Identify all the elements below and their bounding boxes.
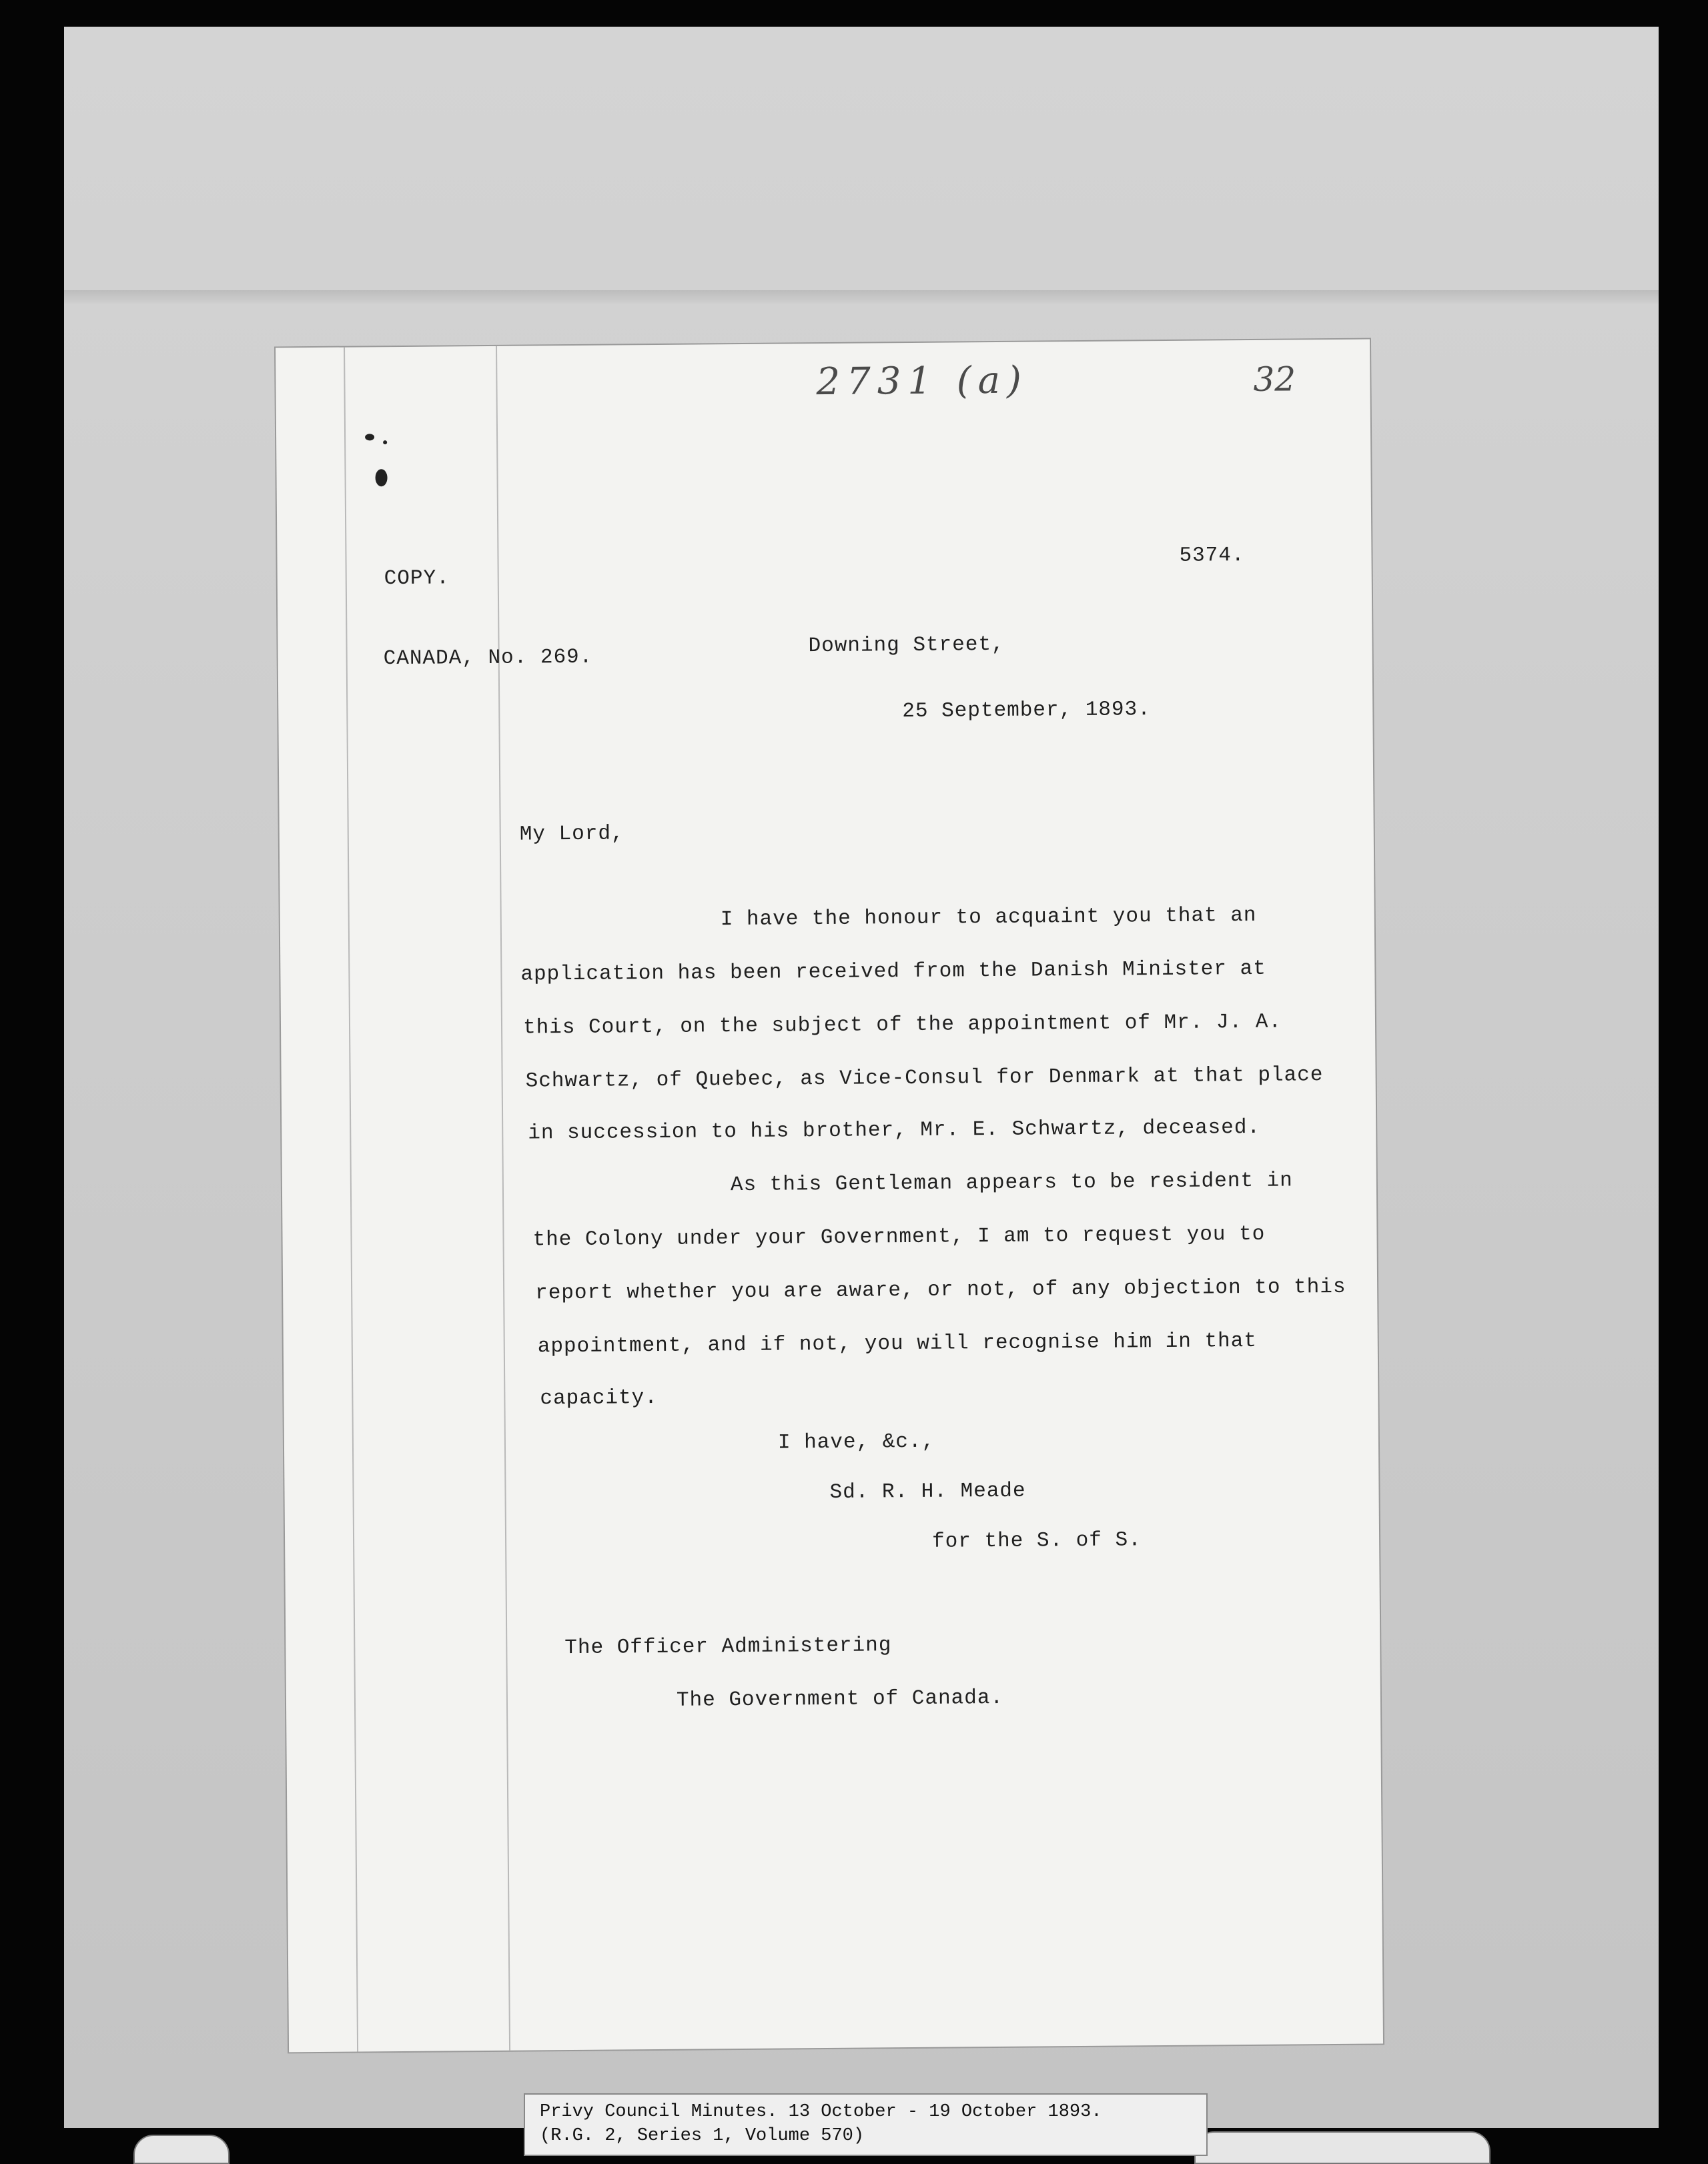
archive-label <box>524 2093 1208 2156</box>
ink-speck <box>365 434 374 440</box>
margin-line-left <box>344 348 358 2052</box>
closing: I have, &c., <box>777 1430 935 1455</box>
reference-number: 5374. <box>1179 544 1245 568</box>
copy-mark: COPY. <box>384 566 450 591</box>
ink-speck <box>383 440 387 444</box>
backdrop-fold <box>64 290 1659 304</box>
body-line: As this Gentleman appears to be resident in <box>730 1169 1293 1197</box>
body-line: I have the honour to acquaint you that an <box>720 903 1257 932</box>
body-line: report whether you are aware, or not, of any objection to this <box>535 1275 1346 1305</box>
salutation: My Lord, <box>519 822 624 847</box>
body-line: in succession to his brother, Mr. E. Schwartz, deceased. <box>528 1115 1261 1145</box>
file-number-annotation: 2731 (a) <box>816 358 1029 404</box>
ink-speck <box>375 469 387 486</box>
signature-title: for the S. of S. <box>931 1528 1142 1554</box>
body-line: the Colony under your Government, I am to request you to <box>532 1222 1266 1252</box>
margin-line-right <box>496 346 510 2051</box>
binder-clip-left <box>133 2135 230 2164</box>
page-number-annotation: 32 <box>1253 360 1296 399</box>
archive-label-line-2: (R.G. 2, Series 1, Volume 570) <box>540 2126 865 2146</box>
binder-clip-right <box>1194 2131 1490 2164</box>
despatch-number: CANADA, No. 269. <box>383 645 593 671</box>
body-line: capacity. <box>540 1386 658 1411</box>
body-line: Schwartz, of Quebec, as Vice-Consul for Denmark at that place <box>525 1063 1324 1093</box>
body-line: appointment, and if not, you will recognise him in that <box>537 1329 1258 1359</box>
addressee-line-2: The Government of Canada. <box>676 1686 1004 1712</box>
sender-address: Downing Street, <box>808 632 1005 658</box>
addressee-line-1: The Officer Administering <box>564 1634 892 1660</box>
letter-page <box>276 340 1383 2053</box>
letter-date: 25 September, 1893. <box>902 698 1151 724</box>
body-line: application has been received from the Danish Minister at <box>520 957 1266 987</box>
body-line: this Court, on the subject of the appointment of Mr. J. A. <box>522 1010 1282 1040</box>
archive-label-line-1: Privy Council Minutes. 13 October - 19 October 1893. <box>540 2102 1102 2122</box>
signature: Sd. R. H. Meade <box>829 1479 1026 1504</box>
